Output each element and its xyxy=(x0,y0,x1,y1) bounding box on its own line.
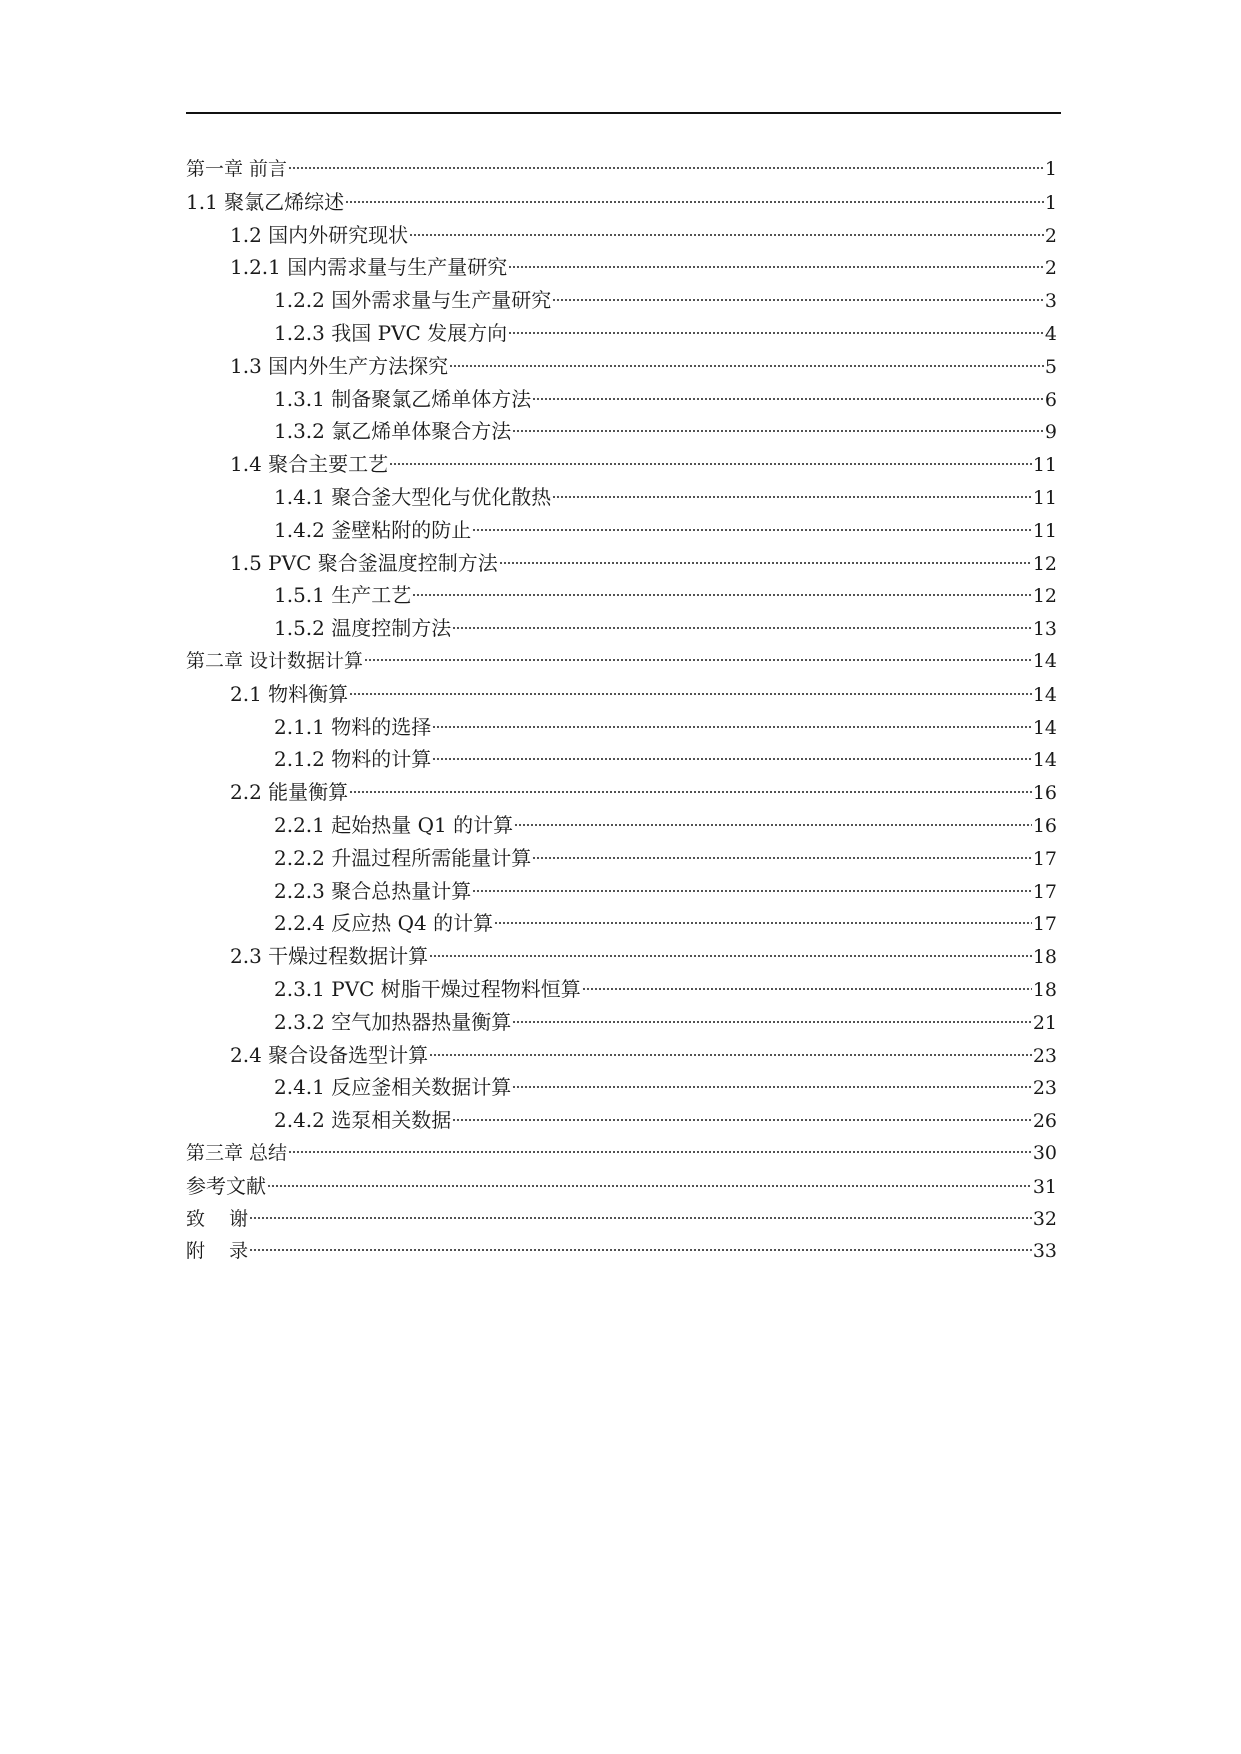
toc-leader-dots xyxy=(288,165,1044,171)
toc-leader-dots xyxy=(499,560,1032,566)
toc-entry-title: 1.2.2 国外需求量与生产量研究 xyxy=(274,288,552,313)
toc-entry-title: 1.1 聚氯乙烯综述 xyxy=(186,189,345,214)
toc-leader-dots xyxy=(552,494,1032,500)
toc-entry-page: 12 xyxy=(1032,585,1057,608)
toc-leader-dots xyxy=(512,428,1044,434)
toc-leader-dots xyxy=(429,953,1032,959)
toc-entry[interactable] xyxy=(186,284,1057,317)
toc-entry-page: 32 xyxy=(1032,1207,1057,1230)
toc-entry-page: 21 xyxy=(1032,1011,1057,1034)
toc-leader-dots xyxy=(514,822,1032,828)
toc-leader-dots xyxy=(508,264,1044,270)
table-of-contents xyxy=(186,153,1057,1268)
toc-entry[interactable] xyxy=(186,514,1057,547)
toc-entry[interactable] xyxy=(186,842,1057,875)
toc-entry-page: 2 xyxy=(1044,257,1057,280)
toc-leader-dots xyxy=(364,657,1032,663)
toc-entry-title: 2.3.2 空气加热器热量衡算 xyxy=(274,1009,512,1034)
toc-entry[interactable] xyxy=(186,383,1057,416)
toc-entry-title: 1.2.3 我国 PVC 发展方向 xyxy=(274,320,508,345)
toc-entry-page: 13 xyxy=(1032,618,1057,641)
toc-leader-dots xyxy=(249,1215,1032,1221)
toc-entry[interactable] xyxy=(186,1137,1057,1170)
toc-entry[interactable] xyxy=(186,645,1057,678)
toc-leader-dots xyxy=(429,1052,1032,1058)
toc-entry-title: 1.5.1 生产工艺 xyxy=(274,583,412,608)
toc-leader-dots xyxy=(582,986,1032,992)
toc-leader-dots xyxy=(508,330,1044,336)
toc-entry-page: 4 xyxy=(1044,322,1057,345)
toc-entry-page: 23 xyxy=(1032,1077,1057,1100)
toc-entry-title: 2.1.2 物料的计算 xyxy=(274,747,432,772)
toc-leader-dots xyxy=(494,920,1032,926)
toc-entry[interactable] xyxy=(186,415,1057,448)
toc-entry[interactable] xyxy=(186,1006,1057,1039)
toc-entry-page: 3 xyxy=(1044,290,1057,313)
toc-entry-page: 11 xyxy=(1032,519,1057,542)
toc-entry-title: 2.2 能量衡算 xyxy=(230,780,349,805)
toc-entry-title: 2.2.4 反应热 Q4 的计算 xyxy=(274,911,494,936)
toc-leader-dots xyxy=(288,1149,1032,1155)
toc-leader-dots xyxy=(249,1247,1032,1253)
toc-entry-title: 第一章 前言 xyxy=(186,158,288,180)
toc-leader-dots xyxy=(532,396,1044,402)
toc-entry-title: 2.4.1 反应釜相关数据计算 xyxy=(274,1075,512,1100)
toc-entry-title: 2.2.2 升温过程所需能量计算 xyxy=(274,845,532,870)
toc-entry-title: 1.4 聚合主要工艺 xyxy=(230,452,389,477)
toc-entry-title: 2.2.3 聚合总热量计算 xyxy=(274,878,472,903)
toc-entry[interactable] xyxy=(186,547,1057,580)
toc-leader-dots xyxy=(389,461,1032,467)
toc-leader-dots xyxy=(452,625,1032,631)
toc-entry[interactable] xyxy=(186,186,1057,219)
toc-entry[interactable] xyxy=(186,1203,1057,1236)
toc-entry[interactable] xyxy=(186,350,1057,383)
toc-entry-title: 2.3.1 PVC 树脂干燥过程物料恒算 xyxy=(274,976,581,1001)
toc-entry-title: 致 谢 xyxy=(186,1207,249,1230)
toc-entry[interactable] xyxy=(186,678,1057,711)
toc-entry-title: 2.2.1 起始热量 Q1 的计算 xyxy=(274,812,514,837)
toc-entry-page: 23 xyxy=(1032,1044,1057,1067)
toc-leader-dots xyxy=(472,888,1032,894)
toc-entry[interactable] xyxy=(186,153,1057,186)
toc-leader-dots xyxy=(345,199,1044,205)
toc-entry-page: 17 xyxy=(1032,880,1057,903)
toc-entry-page: 11 xyxy=(1032,486,1057,509)
toc-leader-dots xyxy=(512,1084,1032,1090)
toc-entry[interactable] xyxy=(186,448,1057,481)
toc-entry[interactable] xyxy=(186,973,1057,1006)
toc-leader-dots xyxy=(452,1117,1032,1123)
toc-entry-title: 第二章 设计数据计算 xyxy=(186,649,364,672)
toc-entry-page: 26 xyxy=(1032,1110,1057,1133)
toc-entry[interactable] xyxy=(186,251,1057,284)
toc-entry-title: 1.5 PVC 聚合釜温度控制方法 xyxy=(230,550,498,575)
toc-leader-dots xyxy=(432,756,1032,762)
toc-leader-dots xyxy=(432,724,1032,730)
toc-leader-dots xyxy=(267,1183,1032,1189)
toc-entry-title: 1.2.1 国内需求量与生产量研究 xyxy=(230,255,508,280)
toc-entry[interactable] xyxy=(186,1039,1057,1072)
toc-entry-page: 6 xyxy=(1044,388,1057,411)
toc-entry-page: 1 xyxy=(1044,191,1057,214)
toc-entry-title: 参考文献 xyxy=(186,1173,266,1198)
toc-entry[interactable] xyxy=(186,219,1057,252)
toc-entry-title: 1.2 国内外研究现状 xyxy=(230,222,409,247)
toc-entry[interactable] xyxy=(186,776,1057,809)
toc-entry[interactable] xyxy=(186,907,1057,940)
toc-entry-page: 17 xyxy=(1032,847,1057,870)
toc-entry[interactable] xyxy=(186,1071,1057,1104)
toc-entry[interactable] xyxy=(186,809,1057,842)
toc-entry-page: 16 xyxy=(1032,782,1057,805)
toc-entry[interactable] xyxy=(186,481,1057,514)
toc-entry-title: 2.1.1 物料的选择 xyxy=(274,714,432,739)
toc-entry-page: 33 xyxy=(1032,1240,1057,1263)
toc-entry-title: 2.1 物料衡算 xyxy=(230,681,349,706)
toc-entry-title: 附 录 xyxy=(186,1240,249,1263)
toc-leader-dots xyxy=(449,363,1044,369)
toc-leader-dots xyxy=(552,297,1044,303)
toc-leader-dots xyxy=(512,1019,1032,1025)
toc-entry-title: 2.3 干燥过程数据计算 xyxy=(230,944,429,969)
toc-entry-title: 1.5.2 温度控制方法 xyxy=(274,616,452,641)
toc-entry-page: 12 xyxy=(1032,552,1057,575)
toc-entry-title: 2.4.2 选泵相关数据 xyxy=(274,1108,452,1133)
toc-entry[interactable] xyxy=(186,1104,1057,1137)
toc-entry-title: 1.3 国内外生产方法探究 xyxy=(230,353,449,378)
toc-leader-dots xyxy=(409,232,1044,238)
toc-leader-dots xyxy=(349,789,1032,795)
toc-entry[interactable] xyxy=(186,875,1057,908)
toc-entry[interactable] xyxy=(186,1170,1057,1203)
toc-entry-page: 14 xyxy=(1032,683,1057,706)
toc-entry-page: 17 xyxy=(1032,913,1057,936)
toc-entry[interactable] xyxy=(186,743,1057,776)
header-rule xyxy=(186,112,1061,114)
toc-entry[interactable] xyxy=(186,1235,1057,1268)
toc-entry[interactable] xyxy=(186,940,1057,973)
toc-entry-page: 9 xyxy=(1044,421,1057,444)
toc-entry-page: 1 xyxy=(1044,158,1057,180)
toc-entry-title: 2.4 聚合设备选型计算 xyxy=(230,1042,429,1067)
toc-entry-page: 18 xyxy=(1032,946,1057,969)
toc-entry-page: 30 xyxy=(1032,1141,1057,1164)
toc-entry[interactable] xyxy=(186,317,1057,350)
toc-entry-page: 2 xyxy=(1044,224,1057,247)
toc-leader-dots xyxy=(412,592,1032,598)
toc-entry-page: 11 xyxy=(1032,454,1057,477)
toc-entry[interactable] xyxy=(186,612,1057,645)
toc-entry-page: 16 xyxy=(1032,814,1057,837)
toc-leader-dots xyxy=(532,855,1032,861)
toc-leader-dots xyxy=(472,527,1032,533)
toc-entry-title: 1.4.2 釜壁粘附的防止 xyxy=(274,517,472,542)
toc-entry-title: 1.3.1 制备聚氯乙烯单体方法 xyxy=(274,386,532,411)
toc-entry-page: 14 xyxy=(1032,716,1057,739)
toc-entry-page: 5 xyxy=(1044,355,1057,378)
toc-leader-dots xyxy=(349,691,1032,697)
toc-entry-title: 第三章 总结 xyxy=(186,1141,288,1164)
toc-entry[interactable] xyxy=(186,711,1057,744)
toc-entry-page: 14 xyxy=(1032,749,1057,772)
toc-entry[interactable] xyxy=(186,579,1057,612)
toc-entry-page: 14 xyxy=(1032,649,1057,672)
toc-entry-title: 1.3.2 氯乙烯单体聚合方法 xyxy=(274,419,512,444)
toc-entry-page: 31 xyxy=(1032,1175,1057,1198)
toc-entry-page: 18 xyxy=(1032,978,1057,1001)
toc-entry-title: 1.4.1 聚合釜大型化与优化散热 xyxy=(274,484,552,509)
